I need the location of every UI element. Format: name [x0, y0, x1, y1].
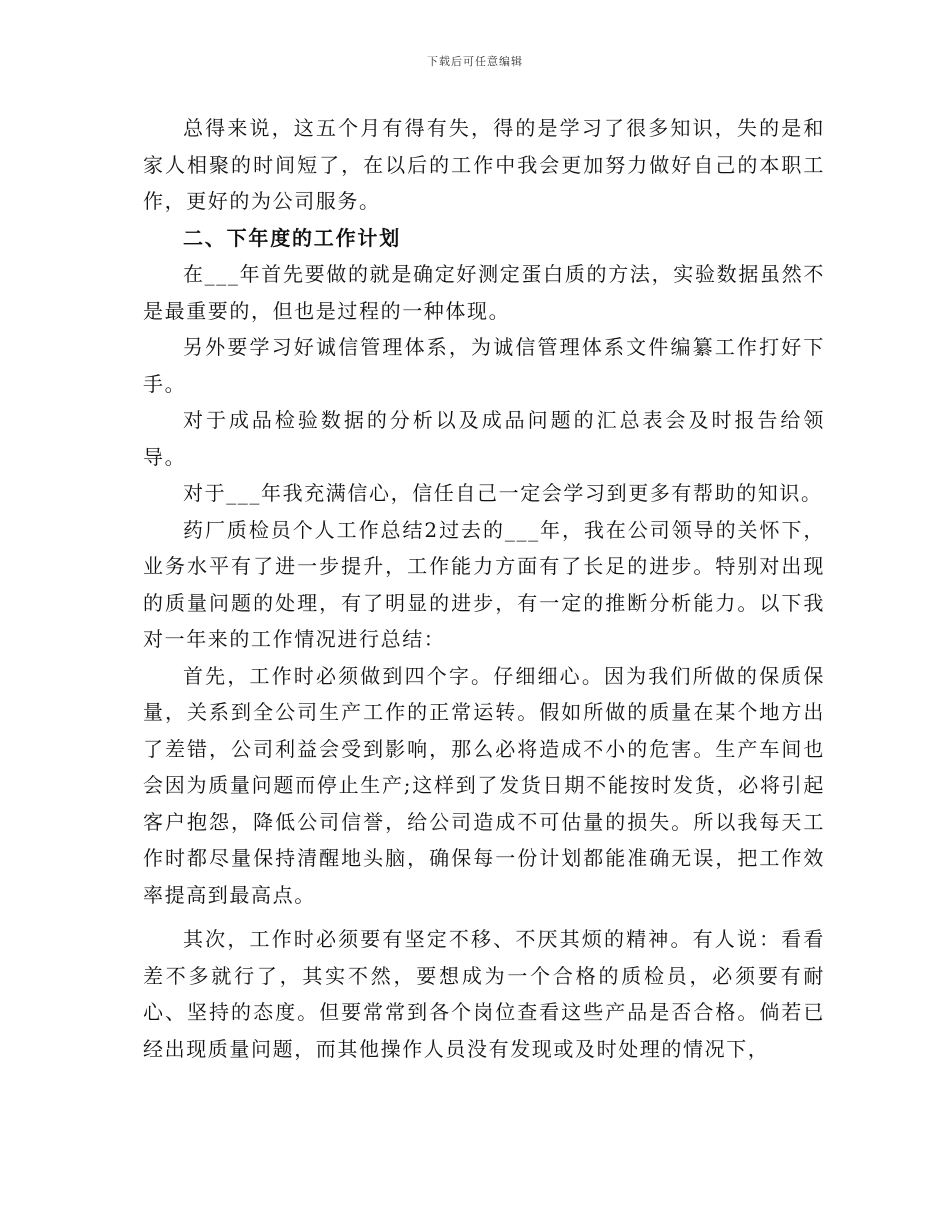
- section-heading: 二、下年度的工作计划: [183, 225, 401, 250]
- paragraph-plan-integrity: 另外要学习好诚信管理体系，为诚信管理体系文件编纂工作打好下手。: [143, 335, 825, 396]
- document-body: [143, 110, 825, 1067]
- paragraph-first-point: 首先，工作时必须做到四个字。仔细细心。因为我们所做的保质保量，关系到全公司生产工作的正常运转。假如所做的质量在某个地方出了差错，公司利益会受到影响，那么必将造成不小的危害。生产车间也会因为质量问题而停止生产;这样到了发货日期不能按时发货，必将引起客户抱怨，降低公司信誉，给公司造成不可估量的损失。所以我每天工作时都尽量保持清醒地头脑，确保每一份计划都能准确无误，把工作效率提高到最高点。: [143, 663, 825, 907]
- paragraph-confidence: 对于___年我充满信心，信任自己一定会学习到更多有帮助的知识。: [183, 481, 823, 505]
- paragraph-summary-2-intro: 药厂质检员个人工作总结2过去的___年，我在公司领导的关怀下，业务水平有了进一步提升，工作能力方面有了长足的进步。特别对出现的质量问题的处理，有了明显的进步，有一定的推断分析能力。以下我对一年来的工作情况进行总结：: [143, 517, 825, 651]
- page-header-note: 下载后可任意编辑: [427, 55, 523, 68]
- paragraph-plan-report: 对于成品检验数据的分析以及成品问题的汇总表会及时报告给领导。: [143, 408, 825, 469]
- paragraph-plan-protein: 在___年首先要做的就是确定好测定蛋白质的方法，实验数据虽然不是最重要的，但也是过程的一种体现。: [143, 262, 825, 323]
- paragraph-summary: 总得来说，这五个月有得有失，得的是学习了很多知识，失的是和家人相聚的时间短了，在以后的工作中我会更加努力做好自己的本职工作，更好的为公司服务。: [143, 116, 825, 213]
- paragraph-second-point: 其次，工作时必须要有坚定不移、不厌其烦的精神。有人说：看看差不多就行了，其实不然，要想成为一个合格的质检员，必须要有耐心、坚持的态度。但要常常到各个岗位查看这些产品是否合格。倘若已经出现质量问题，而其他操作人员没有发现或及时处理的情况下，: [143, 927, 825, 1061]
